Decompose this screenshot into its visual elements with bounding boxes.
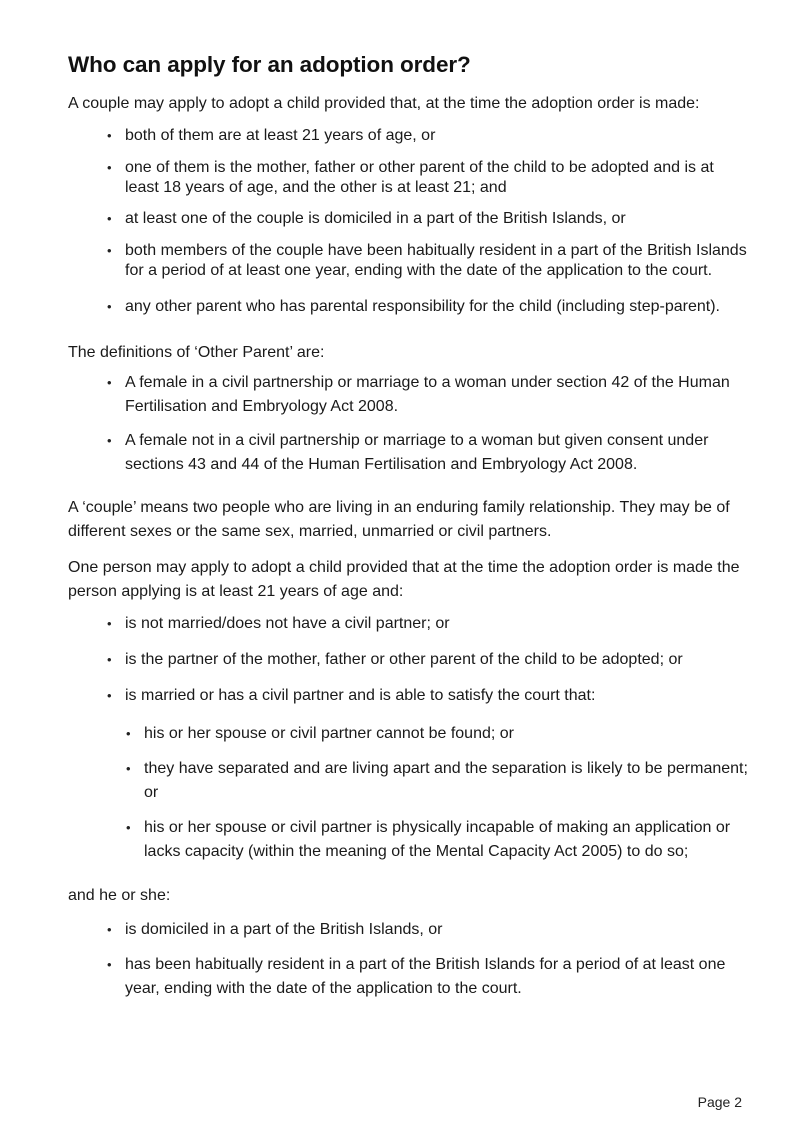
definitions-intro: The definitions of ‘Other Parent’ are: — [68, 344, 325, 361]
list-item: • has been habitually resident in a part of the British Islands for a period of at least one year, ending with the date of the application to the court. — [68, 953, 748, 1001]
list-item: • A female not in a civil partnership or marriage to a woman but given consent under sections 43 and 44 of the Human Fertilisation and Embryology Act 2008. — [68, 429, 748, 477]
list-item: • one of them is the mother, father or other parent of the child to be adopted and is at least 18 years of age, and the other is at least 21; and — [68, 158, 748, 198]
list-item: • at least one of the couple is domiciled in a part of the British Islands, or — [68, 209, 748, 229]
couple-definition: A ‘couple’ means two people who are living in an enduring family relationship. They may be of different sexes or the same sex, married, unmarried or civil partners. — [68, 499, 730, 540]
single-intro: One person may apply to adopt a child provided that at the time the adoption order is made the person applying is at least 21 years of age and: — [68, 559, 740, 600]
page-title: Who can apply for an adoption order? — [68, 52, 471, 77]
list-item: • his or her spouse or civil partner is physically incapable of making an application or lacks capacity (within the meaning of the Mental Capacity Act 2005) to do so; — [68, 816, 748, 864]
list-item: • A female in a civil partnership or marriage to a woman under section 42 of the Human Fertilisation and Embryology Act 2008. — [68, 371, 748, 419]
list-item: • his or her spouse or civil partner cannot be found; or — [68, 722, 748, 746]
document-page — [68, 52, 748, 1001]
page-number: Page 2 — [697, 1094, 742, 1110]
list-item: • is not married/does not have a civil partner; or — [68, 614, 748, 634]
definitions-list — [68, 371, 748, 477]
list-item: • they have separated and are living apart and the separation is likely to be permanent; or — [68, 757, 748, 805]
list-item: • both members of the couple have been habitually resident in a part of the British Islands for a period of at least one year, ending with the date of the application to the court. — [68, 241, 748, 281]
list-item: • is married or has a civil partner and is able to satisfy the court that: — [68, 686, 748, 706]
residence-conditions-list — [68, 918, 748, 1001]
single-conditions-list — [68, 614, 748, 706]
couple-conditions-list — [68, 126, 748, 317]
list-item: • any other parent who has parental responsibility for the child (including step-parent). — [68, 297, 748, 317]
list-item: • both of them are at least 21 years of age, or — [68, 126, 748, 146]
married-subconditions-list — [68, 722, 748, 864]
and-he-or-she: and he or she: — [68, 887, 171, 904]
couple-intro: A couple may apply to adopt a child provided that, at the time the adoption order is made: — [68, 95, 700, 112]
list-item: • is the partner of the mother, father or other parent of the child to be adopted; or — [68, 650, 748, 670]
list-item: • is domiciled in a part of the British Islands, or — [68, 918, 748, 942]
